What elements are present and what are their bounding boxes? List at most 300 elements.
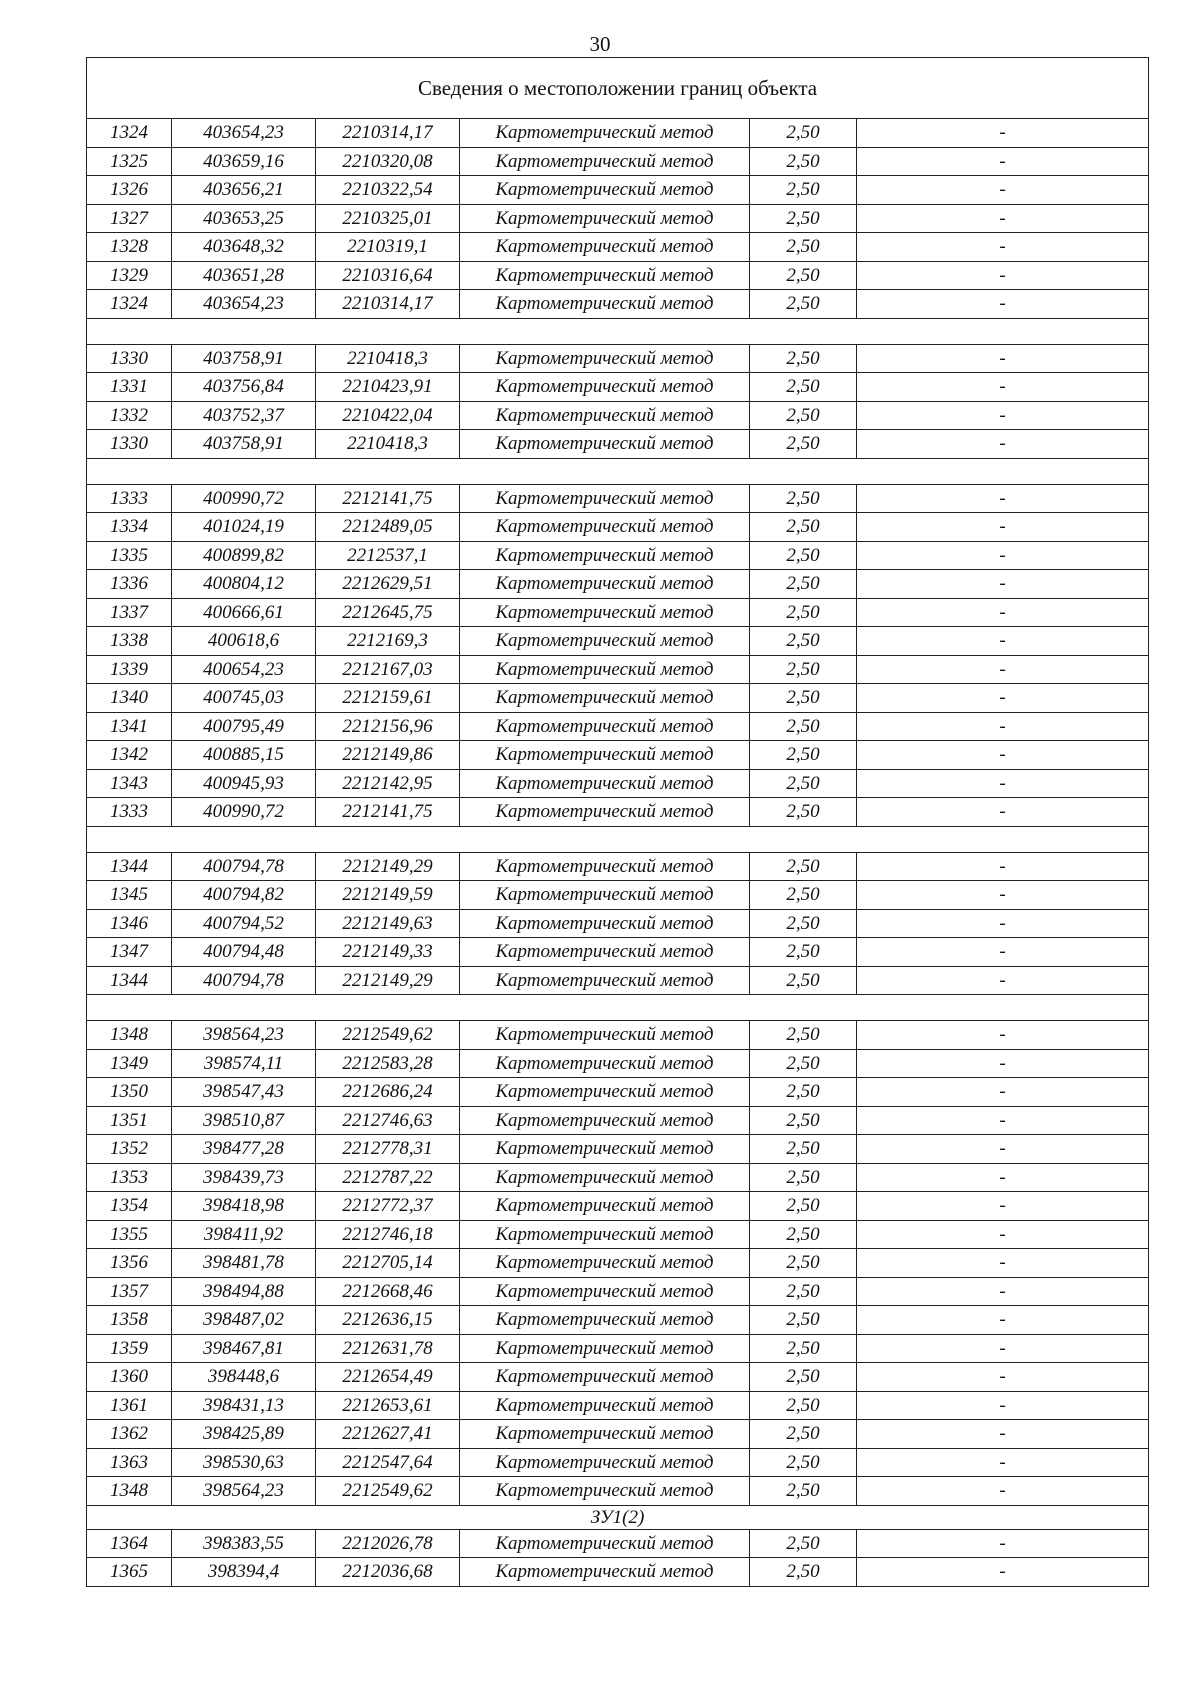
accuracy-cell: 2,50: [750, 373, 857, 402]
point-number-cell: 1341: [87, 712, 172, 741]
x-coordinate-cell: 400990,72: [172, 798, 316, 827]
method-cell: Картометрический метод: [460, 1277, 750, 1306]
method-cell: Картометрический метод: [460, 1078, 750, 1107]
table-body: [87, 58, 1149, 1587]
method-cell: Картометрический метод: [460, 1306, 750, 1335]
y-coordinate-cell: 2212149,29: [316, 966, 460, 995]
method-cell: Картометрический метод: [460, 1420, 750, 1449]
x-coordinate-cell: 398425,89: [172, 1420, 316, 1449]
method-cell: Картометрический метод: [460, 430, 750, 459]
table-row: [87, 1391, 1149, 1420]
method-cell: Картометрический метод: [460, 290, 750, 319]
point-number-cell: 1330: [87, 430, 172, 459]
table-row: [87, 401, 1149, 430]
x-coordinate-cell: 398448,6: [172, 1363, 316, 1392]
table-row: [87, 484, 1149, 513]
method-cell: Картометрический метод: [460, 261, 750, 290]
y-coordinate-cell: 2212026,78: [316, 1529, 460, 1558]
table-row: [87, 1558, 1149, 1587]
x-coordinate-cell: 398418,98: [172, 1192, 316, 1221]
table-row: [87, 1529, 1149, 1558]
note-cell: -: [857, 1049, 1149, 1078]
method-cell: Картометрический метод: [460, 1135, 750, 1164]
method-cell: Картометрический метод: [460, 570, 750, 599]
accuracy-cell: 2,50: [750, 769, 857, 798]
accuracy-cell: 2,50: [750, 598, 857, 627]
note-cell: -: [857, 798, 1149, 827]
x-coordinate-cell: 403654,23: [172, 290, 316, 319]
note-cell: -: [857, 1334, 1149, 1363]
y-coordinate-cell: 2212141,75: [316, 798, 460, 827]
table-row: [87, 570, 1149, 599]
table-row: [87, 712, 1149, 741]
y-coordinate-cell: 2210418,3: [316, 430, 460, 459]
y-coordinate-cell: 2210322,54: [316, 176, 460, 205]
y-coordinate-cell: 2210314,17: [316, 119, 460, 148]
x-coordinate-cell: 398530,63: [172, 1448, 316, 1477]
accuracy-cell: 2,50: [750, 938, 857, 967]
table-row: [87, 204, 1149, 233]
accuracy-cell: 2,50: [750, 684, 857, 713]
x-coordinate-cell: 403656,21: [172, 176, 316, 205]
y-coordinate-cell: 2212631,78: [316, 1334, 460, 1363]
x-coordinate-cell: 398467,81: [172, 1334, 316, 1363]
point-number-cell: 1359: [87, 1334, 172, 1363]
method-cell: Картометрический метод: [460, 513, 750, 542]
accuracy-cell: 2,50: [750, 1334, 857, 1363]
x-coordinate-cell: 398574,11: [172, 1049, 316, 1078]
method-cell: Картометрический метод: [460, 741, 750, 770]
separator-cell: [87, 458, 1149, 484]
note-cell: -: [857, 119, 1149, 148]
table-row: [87, 938, 1149, 967]
x-coordinate-cell: 403654,23: [172, 119, 316, 148]
accuracy-cell: 2,50: [750, 261, 857, 290]
accuracy-cell: 2,50: [750, 1021, 857, 1050]
method-cell: Картометрический метод: [460, 1477, 750, 1506]
method-cell: Картометрический метод: [460, 119, 750, 148]
note-cell: -: [857, 684, 1149, 713]
note-cell: -: [857, 909, 1149, 938]
x-coordinate-cell: 398411,92: [172, 1220, 316, 1249]
accuracy-cell: 2,50: [750, 1477, 857, 1506]
point-number-cell: 1358: [87, 1306, 172, 1335]
x-coordinate-cell: 400794,52: [172, 909, 316, 938]
note-cell: -: [857, 852, 1149, 881]
method-cell: Картометрический метод: [460, 655, 750, 684]
point-number-cell: 1357: [87, 1277, 172, 1306]
y-coordinate-cell: 2212036,68: [316, 1558, 460, 1587]
note-cell: -: [857, 513, 1149, 542]
y-coordinate-cell: 2212636,15: [316, 1306, 460, 1335]
note-cell: -: [857, 1558, 1149, 1587]
y-coordinate-cell: 2212149,33: [316, 938, 460, 967]
table-row: [87, 1135, 1149, 1164]
method-cell: Картометрический метод: [460, 881, 750, 910]
y-coordinate-cell: 2212159,61: [316, 684, 460, 713]
table-row: [87, 1277, 1149, 1306]
table-row: [87, 430, 1149, 459]
table-row: [87, 769, 1149, 798]
note-cell: -: [857, 430, 1149, 459]
section-label: ЗУ1(2): [87, 1505, 1149, 1529]
accuracy-cell: 2,50: [750, 1163, 857, 1192]
note-cell: -: [857, 1249, 1149, 1278]
point-number-cell: 1345: [87, 881, 172, 910]
accuracy-cell: 2,50: [750, 1249, 857, 1278]
table-row: [87, 119, 1149, 148]
y-coordinate-cell: 2212489,05: [316, 513, 460, 542]
accuracy-cell: 2,50: [750, 741, 857, 770]
x-coordinate-cell: 398439,73: [172, 1163, 316, 1192]
note-cell: -: [857, 1192, 1149, 1221]
y-coordinate-cell: 2212156,96: [316, 712, 460, 741]
accuracy-cell: 2,50: [750, 909, 857, 938]
accuracy-cell: 2,50: [750, 1277, 857, 1306]
accuracy-cell: 2,50: [750, 513, 857, 542]
x-coordinate-cell: 401024,19: [172, 513, 316, 542]
point-number-cell: 1324: [87, 290, 172, 319]
table-row: [87, 598, 1149, 627]
point-number-cell: 1325: [87, 147, 172, 176]
note-cell: -: [857, 1391, 1149, 1420]
table-row: [87, 852, 1149, 881]
table-row: [87, 881, 1149, 910]
table-row: [87, 627, 1149, 656]
y-coordinate-cell: 2212537,1: [316, 541, 460, 570]
method-cell: Картометрический метод: [460, 1163, 750, 1192]
table-row: [87, 909, 1149, 938]
table-row: [87, 373, 1149, 402]
method-cell: Картометрический метод: [460, 684, 750, 713]
x-coordinate-cell: 398383,55: [172, 1529, 316, 1558]
method-cell: Картометрический метод: [460, 373, 750, 402]
method-cell: Картометрический метод: [460, 966, 750, 995]
x-coordinate-cell: 400795,49: [172, 712, 316, 741]
table-row: [87, 655, 1149, 684]
x-coordinate-cell: 400794,78: [172, 852, 316, 881]
table-row: [87, 1049, 1149, 1078]
note-cell: -: [857, 570, 1149, 599]
x-coordinate-cell: 398477,28: [172, 1135, 316, 1164]
table-row: [87, 261, 1149, 290]
method-cell: Картометрический метод: [460, 909, 750, 938]
y-coordinate-cell: 2210319,1: [316, 233, 460, 262]
table-row: [87, 1334, 1149, 1363]
y-coordinate-cell: 2212549,62: [316, 1021, 460, 1050]
accuracy-cell: 2,50: [750, 881, 857, 910]
table-row: [87, 344, 1149, 373]
y-coordinate-cell: 2212142,95: [316, 769, 460, 798]
y-coordinate-cell: 2212149,29: [316, 852, 460, 881]
y-coordinate-cell: 2212627,41: [316, 1420, 460, 1449]
note-cell: -: [857, 627, 1149, 656]
method-cell: Картометрический метод: [460, 938, 750, 967]
note-cell: -: [857, 1420, 1149, 1449]
note-cell: -: [857, 1106, 1149, 1135]
point-number-cell: 1326: [87, 176, 172, 205]
method-cell: Картометрический метод: [460, 1558, 750, 1587]
note-cell: -: [857, 1021, 1149, 1050]
x-coordinate-cell: 403756,84: [172, 373, 316, 402]
accuracy-cell: 2,50: [750, 1049, 857, 1078]
method-cell: Картометрический метод: [460, 1220, 750, 1249]
y-coordinate-cell: 2212654,49: [316, 1363, 460, 1392]
point-number-cell: 1334: [87, 513, 172, 542]
x-coordinate-cell: 398494,88: [172, 1277, 316, 1306]
separator-cell: [87, 318, 1149, 344]
point-number-cell: 1361: [87, 1391, 172, 1420]
x-coordinate-cell: 398394,4: [172, 1558, 316, 1587]
method-cell: Картометрический метод: [460, 147, 750, 176]
accuracy-cell: 2,50: [750, 1078, 857, 1107]
y-coordinate-cell: 2210316,64: [316, 261, 460, 290]
x-coordinate-cell: 400618,6: [172, 627, 316, 656]
y-coordinate-cell: 2212668,46: [316, 1277, 460, 1306]
separator-cell: [87, 995, 1149, 1021]
note-cell: -: [857, 881, 1149, 910]
accuracy-cell: 2,50: [750, 1220, 857, 1249]
method-cell: Картометрический метод: [460, 1448, 750, 1477]
x-coordinate-cell: 400794,82: [172, 881, 316, 910]
point-number-cell: 1356: [87, 1249, 172, 1278]
accuracy-cell: 2,50: [750, 401, 857, 430]
accuracy-cell: 2,50: [750, 430, 857, 459]
accuracy-cell: 2,50: [750, 627, 857, 656]
accuracy-cell: 2,50: [750, 1529, 857, 1558]
x-coordinate-cell: 398487,02: [172, 1306, 316, 1335]
note-cell: -: [857, 1306, 1149, 1335]
y-coordinate-cell: 2210314,17: [316, 290, 460, 319]
point-number-cell: 1362: [87, 1420, 172, 1449]
x-coordinate-cell: 400899,82: [172, 541, 316, 570]
method-cell: Картометрический метод: [460, 344, 750, 373]
note-cell: -: [857, 176, 1149, 205]
point-number-cell: 1344: [87, 852, 172, 881]
table-title: Сведения о местоположении границ объекта: [87, 58, 1149, 119]
table-row: [87, 1192, 1149, 1221]
note-cell: -: [857, 541, 1149, 570]
table-row: [87, 1078, 1149, 1107]
table-row: [87, 233, 1149, 262]
point-number-cell: 1324: [87, 119, 172, 148]
point-number-cell: 1338: [87, 627, 172, 656]
note-cell: -: [857, 966, 1149, 995]
point-number-cell: 1354: [87, 1192, 172, 1221]
point-number-cell: 1355: [87, 1220, 172, 1249]
section-header-row: [87, 1505, 1149, 1529]
table-row: [87, 147, 1149, 176]
y-coordinate-cell: 2212778,31: [316, 1135, 460, 1164]
y-coordinate-cell: 2212653,61: [316, 1391, 460, 1420]
table-row: [87, 176, 1149, 205]
method-cell: Картометрический метод: [460, 1334, 750, 1363]
y-coordinate-cell: 2210320,08: [316, 147, 460, 176]
point-number-cell: 1333: [87, 484, 172, 513]
note-cell: -: [857, 1363, 1149, 1392]
y-coordinate-cell: 2212149,59: [316, 881, 460, 910]
table-row: [87, 1249, 1149, 1278]
note-cell: -: [857, 769, 1149, 798]
accuracy-cell: 2,50: [750, 655, 857, 684]
method-cell: Картометрический метод: [460, 798, 750, 827]
x-coordinate-cell: 403659,16: [172, 147, 316, 176]
accuracy-cell: 2,50: [750, 176, 857, 205]
x-coordinate-cell: 398431,13: [172, 1391, 316, 1420]
accuracy-cell: 2,50: [750, 1448, 857, 1477]
y-coordinate-cell: 2212141,75: [316, 484, 460, 513]
point-number-cell: 1343: [87, 769, 172, 798]
accuracy-cell: 2,50: [750, 344, 857, 373]
table-row: [87, 1021, 1149, 1050]
x-coordinate-cell: 403758,91: [172, 430, 316, 459]
boundary-coordinates-table: [86, 57, 1149, 1587]
table-row: [87, 1220, 1149, 1249]
accuracy-cell: 2,50: [750, 1558, 857, 1587]
y-coordinate-cell: 2212169,3: [316, 627, 460, 656]
point-number-cell: 1329: [87, 261, 172, 290]
table-title-row: [87, 58, 1149, 119]
y-coordinate-cell: 2212746,63: [316, 1106, 460, 1135]
x-coordinate-cell: 398564,23: [172, 1021, 316, 1050]
point-number-cell: 1344: [87, 966, 172, 995]
x-coordinate-cell: 400945,93: [172, 769, 316, 798]
accuracy-cell: 2,50: [750, 541, 857, 570]
method-cell: Картометрический метод: [460, 1249, 750, 1278]
method-cell: Картометрический метод: [460, 1391, 750, 1420]
x-coordinate-cell: 398547,43: [172, 1078, 316, 1107]
note-cell: -: [857, 1477, 1149, 1506]
y-coordinate-cell: 2212772,37: [316, 1192, 460, 1221]
y-coordinate-cell: 2212583,28: [316, 1049, 460, 1078]
y-coordinate-cell: 2210418,3: [316, 344, 460, 373]
accuracy-cell: 2,50: [750, 1106, 857, 1135]
table-row: [87, 290, 1149, 319]
x-coordinate-cell: 403651,28: [172, 261, 316, 290]
method-cell: Картометрический метод: [460, 1192, 750, 1221]
method-cell: Картометрический метод: [460, 176, 750, 205]
point-number-cell: 1365: [87, 1558, 172, 1587]
point-number-cell: 1339: [87, 655, 172, 684]
table-row: [87, 741, 1149, 770]
point-number-cell: 1346: [87, 909, 172, 938]
point-number-cell: 1342: [87, 741, 172, 770]
accuracy-cell: 2,50: [750, 204, 857, 233]
y-coordinate-cell: 2212547,64: [316, 1448, 460, 1477]
x-coordinate-cell: 403653,25: [172, 204, 316, 233]
point-number-cell: 1335: [87, 541, 172, 570]
y-coordinate-cell: 2212645,75: [316, 598, 460, 627]
y-coordinate-cell: 2212787,22: [316, 1163, 460, 1192]
x-coordinate-cell: 400990,72: [172, 484, 316, 513]
method-cell: Картометрический метод: [460, 1049, 750, 1078]
x-coordinate-cell: 400745,03: [172, 684, 316, 713]
accuracy-cell: 2,50: [750, 798, 857, 827]
x-coordinate-cell: 400666,61: [172, 598, 316, 627]
point-number-cell: 1348: [87, 1021, 172, 1050]
method-cell: Картометрический метод: [460, 401, 750, 430]
note-cell: -: [857, 1448, 1149, 1477]
table-row: [87, 1448, 1149, 1477]
accuracy-cell: 2,50: [750, 119, 857, 148]
accuracy-cell: 2,50: [750, 290, 857, 319]
point-number-cell: 1336: [87, 570, 172, 599]
point-number-cell: 1349: [87, 1049, 172, 1078]
point-number-cell: 1351: [87, 1106, 172, 1135]
point-number-cell: 1350: [87, 1078, 172, 1107]
y-coordinate-cell: 2212149,63: [316, 909, 460, 938]
contour-separator-row: [87, 995, 1149, 1021]
note-cell: -: [857, 938, 1149, 967]
table-row: [87, 966, 1149, 995]
note-cell: -: [857, 1220, 1149, 1249]
method-cell: Картометрический метод: [460, 1529, 750, 1558]
accuracy-cell: 2,50: [750, 1391, 857, 1420]
y-coordinate-cell: 2212746,18: [316, 1220, 460, 1249]
note-cell: -: [857, 373, 1149, 402]
x-coordinate-cell: 400794,48: [172, 938, 316, 967]
accuracy-cell: 2,50: [750, 233, 857, 262]
contour-separator-row: [87, 318, 1149, 344]
page-number: 30: [589, 32, 611, 56]
method-cell: Картометрический метод: [460, 598, 750, 627]
table-row: [87, 513, 1149, 542]
point-number-cell: 1364: [87, 1529, 172, 1558]
accuracy-cell: 2,50: [750, 966, 857, 995]
note-cell: -: [857, 147, 1149, 176]
y-coordinate-cell: 2212705,14: [316, 1249, 460, 1278]
note-cell: -: [857, 204, 1149, 233]
accuracy-cell: 2,50: [750, 147, 857, 176]
table-row: [87, 1106, 1149, 1135]
point-number-cell: 1353: [87, 1163, 172, 1192]
note-cell: -: [857, 741, 1149, 770]
note-cell: -: [857, 484, 1149, 513]
point-number-cell: 1363: [87, 1448, 172, 1477]
table-row: [87, 1306, 1149, 1335]
contour-separator-row: [87, 458, 1149, 484]
y-coordinate-cell: 2212149,86: [316, 741, 460, 770]
separator-cell: [87, 826, 1149, 852]
accuracy-cell: 2,50: [750, 852, 857, 881]
x-coordinate-cell: 400654,23: [172, 655, 316, 684]
method-cell: Картометрический метод: [460, 233, 750, 262]
point-number-cell: 1352: [87, 1135, 172, 1164]
y-coordinate-cell: 2210325,01: [316, 204, 460, 233]
accuracy-cell: 2,50: [750, 1135, 857, 1164]
note-cell: -: [857, 598, 1149, 627]
method-cell: Картометрический метод: [460, 541, 750, 570]
note-cell: -: [857, 1529, 1149, 1558]
table-row: [87, 1363, 1149, 1392]
point-number-cell: 1347: [87, 938, 172, 967]
point-number-cell: 1360: [87, 1363, 172, 1392]
point-number-cell: 1337: [87, 598, 172, 627]
point-number-cell: 1331: [87, 373, 172, 402]
point-number-cell: 1340: [87, 684, 172, 713]
contour-separator-row: [87, 826, 1149, 852]
x-coordinate-cell: 398564,23: [172, 1477, 316, 1506]
x-coordinate-cell: 400794,78: [172, 966, 316, 995]
method-cell: Картометрический метод: [460, 769, 750, 798]
x-coordinate-cell: 403758,91: [172, 344, 316, 373]
table-row: [87, 798, 1149, 827]
x-coordinate-cell: 398510,87: [172, 1106, 316, 1135]
accuracy-cell: 2,50: [750, 712, 857, 741]
y-coordinate-cell: 2210422,04: [316, 401, 460, 430]
method-cell: Картометрический метод: [460, 1021, 750, 1050]
x-coordinate-cell: 400885,15: [172, 741, 316, 770]
